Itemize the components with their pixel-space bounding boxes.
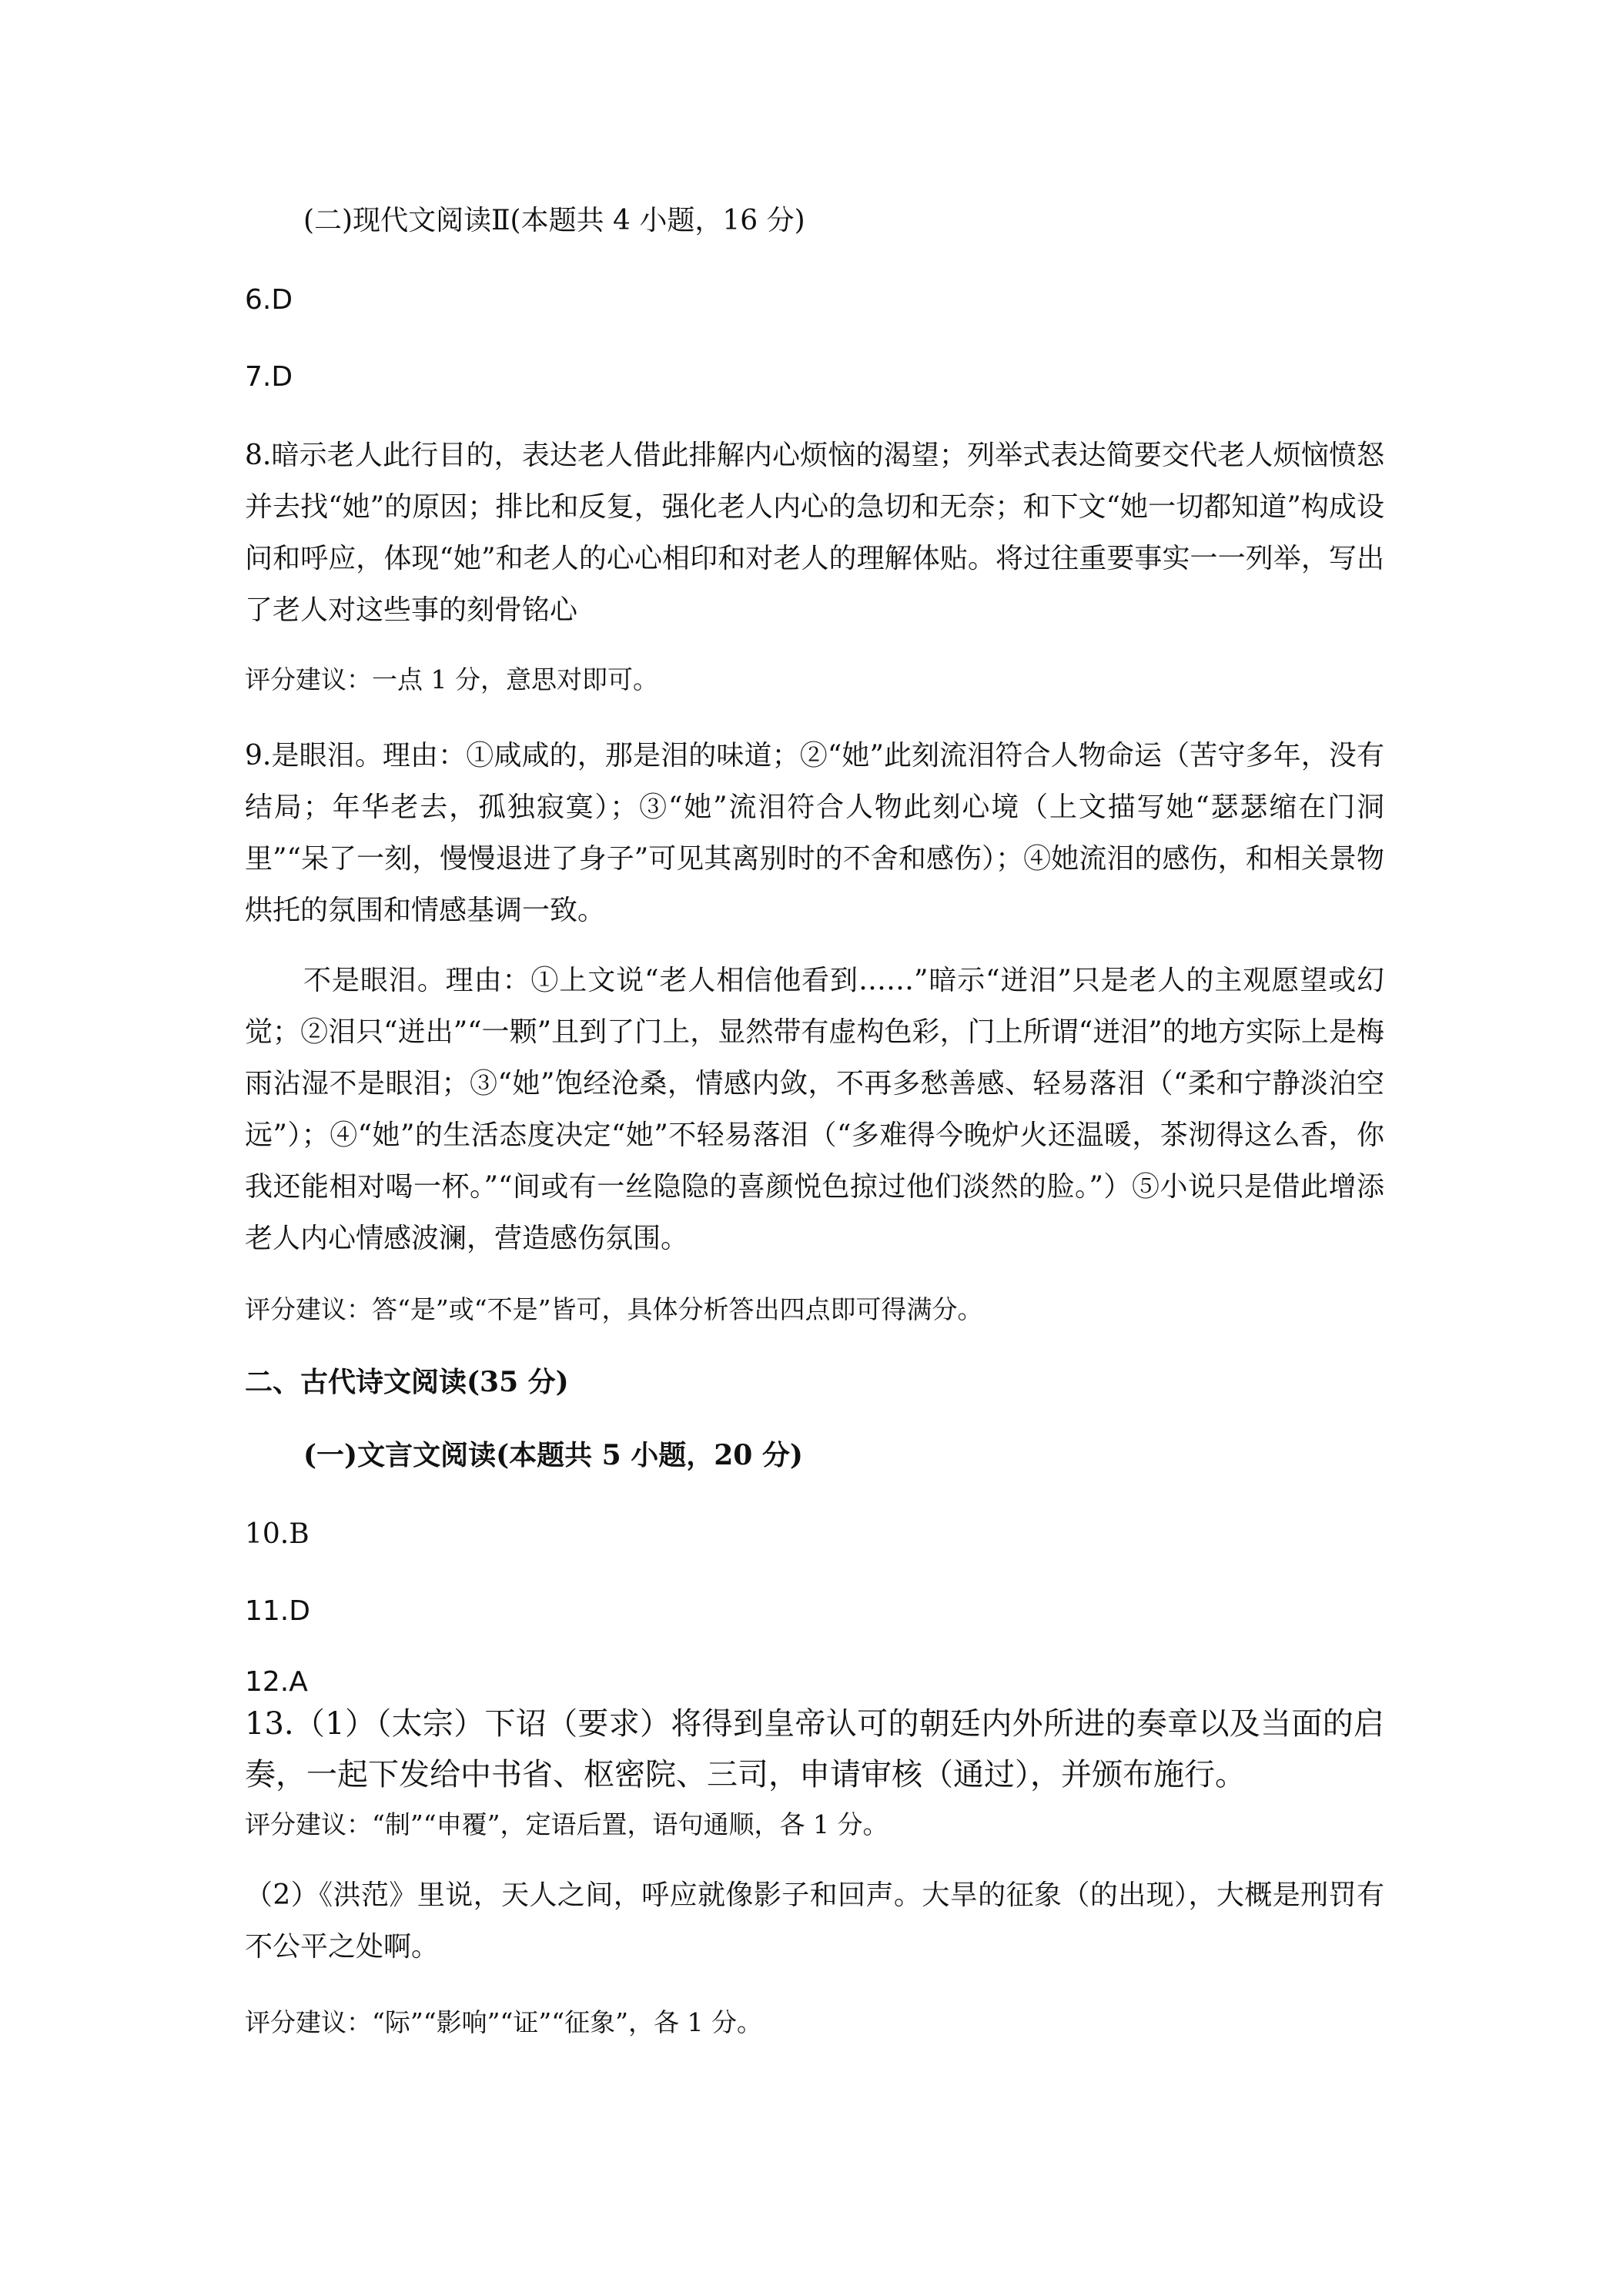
part-heading-ancient-reading: 二、古代诗文阅读(35 分) — [245, 1366, 569, 1398]
answer-13-2: （2）《洪范》里说，天人之间，呼应就像影子和回声。大旱的征象（的出现），大概是刑罚有不公平之处啊。 — [245, 1879, 1384, 1963]
answer-7: 7.D — [245, 361, 293, 393]
answer-9-yes: 9.是眼泪。理由：①咸咸的，那是泪的味道；②“她”此刻流泪符合人物命运（苦守多年，没有结局；年华老去，孤独寂寞）；③“她”流泪符合人物此刻心境（上文描写她“瑟瑟缩在门洞里”“呆了一刻，慢慢退进了身子”可见其离别时的不舍和感伤）；④她流泪的感伤，和相关景物烘托的氛围和情感基调一致。 — [245, 740, 1384, 926]
answer-9-no: 不是眼泪。理由：①上文说“老人相信他看到……”暗示“迸泪”只是老人的主观愿望或幻觉；②泪只“迸出”“一颗”且到了门上，显然带有虚构色彩，门上所谓“迸泪”的地方实际上是梅雨沾湿不是眼泪；③“她”饱经沧桑，情感内敛，不再多愁善感、轻易落泪（“柔和宁静淡泊空远”）；④“她”的生活态度决定“她”不轻易落泪（“多难得今晚炉火还温暖，茶沏得这么香，你我还能相对喝一杯。”“间或有一丝隐隐的喜颜悦色掠过他们淡然的脸。”）⑤小说只是借此增添老人内心情感波澜，营造感伤氛围。 — [245, 965, 1384, 1254]
scoring-note-9: 评分建议：答“是”或“不是”皆可，具体分析答出四点即可得满分。 — [245, 1294, 983, 1324]
scoring-note-13-1: 评分建议：“制”“申覆”，定语后置，语句通顺，各 1 分。 — [245, 1809, 888, 1839]
scoring-note-8: 评分建议：一点 1 分，意思对即可。 — [245, 664, 658, 694]
answer-12: 12.A — [245, 1666, 308, 1698]
answer-11: 11.D — [245, 1595, 310, 1627]
section-heading-modern-reading-2: (二)现代文阅读Ⅱ(本题共 4 小题，16 分) — [303, 205, 805, 236]
answer-10: 10.B — [245, 1518, 310, 1550]
subsection-heading-classical-chinese: (一)文言文阅读(本题共 5 小题，20 分) — [303, 1439, 803, 1471]
scoring-note-13-2: 评分建议：“际”“影响”“证”“征象”，各 1 分。 — [245, 2007, 762, 2037]
answer-13-1: 13.（1）（太宗）下诏（要求）将得到皇帝认可的朝廷内外所进的奏章以及当面的启奏，一起下发给中书省、枢密院、三司，申请审核（通过），并颁布施行。 — [245, 1706, 1384, 1792]
answer-6: 6.D — [245, 284, 293, 316]
answer-8: 8.暗示老人此行目的，表达老人借此排解内心烦恼的渴望；列举式表达简要交代老人烦恼愤怒并去找“她”的原因；排比和反复，强化老人内心的急切和无奈；和下文“她一切都知道”构成设问和呼应，体现“她”和老人的心心相印和对老人的理解体贴。将过往重要事实一一列举，写出了老人对这些事的刻骨铭心 — [245, 440, 1384, 626]
